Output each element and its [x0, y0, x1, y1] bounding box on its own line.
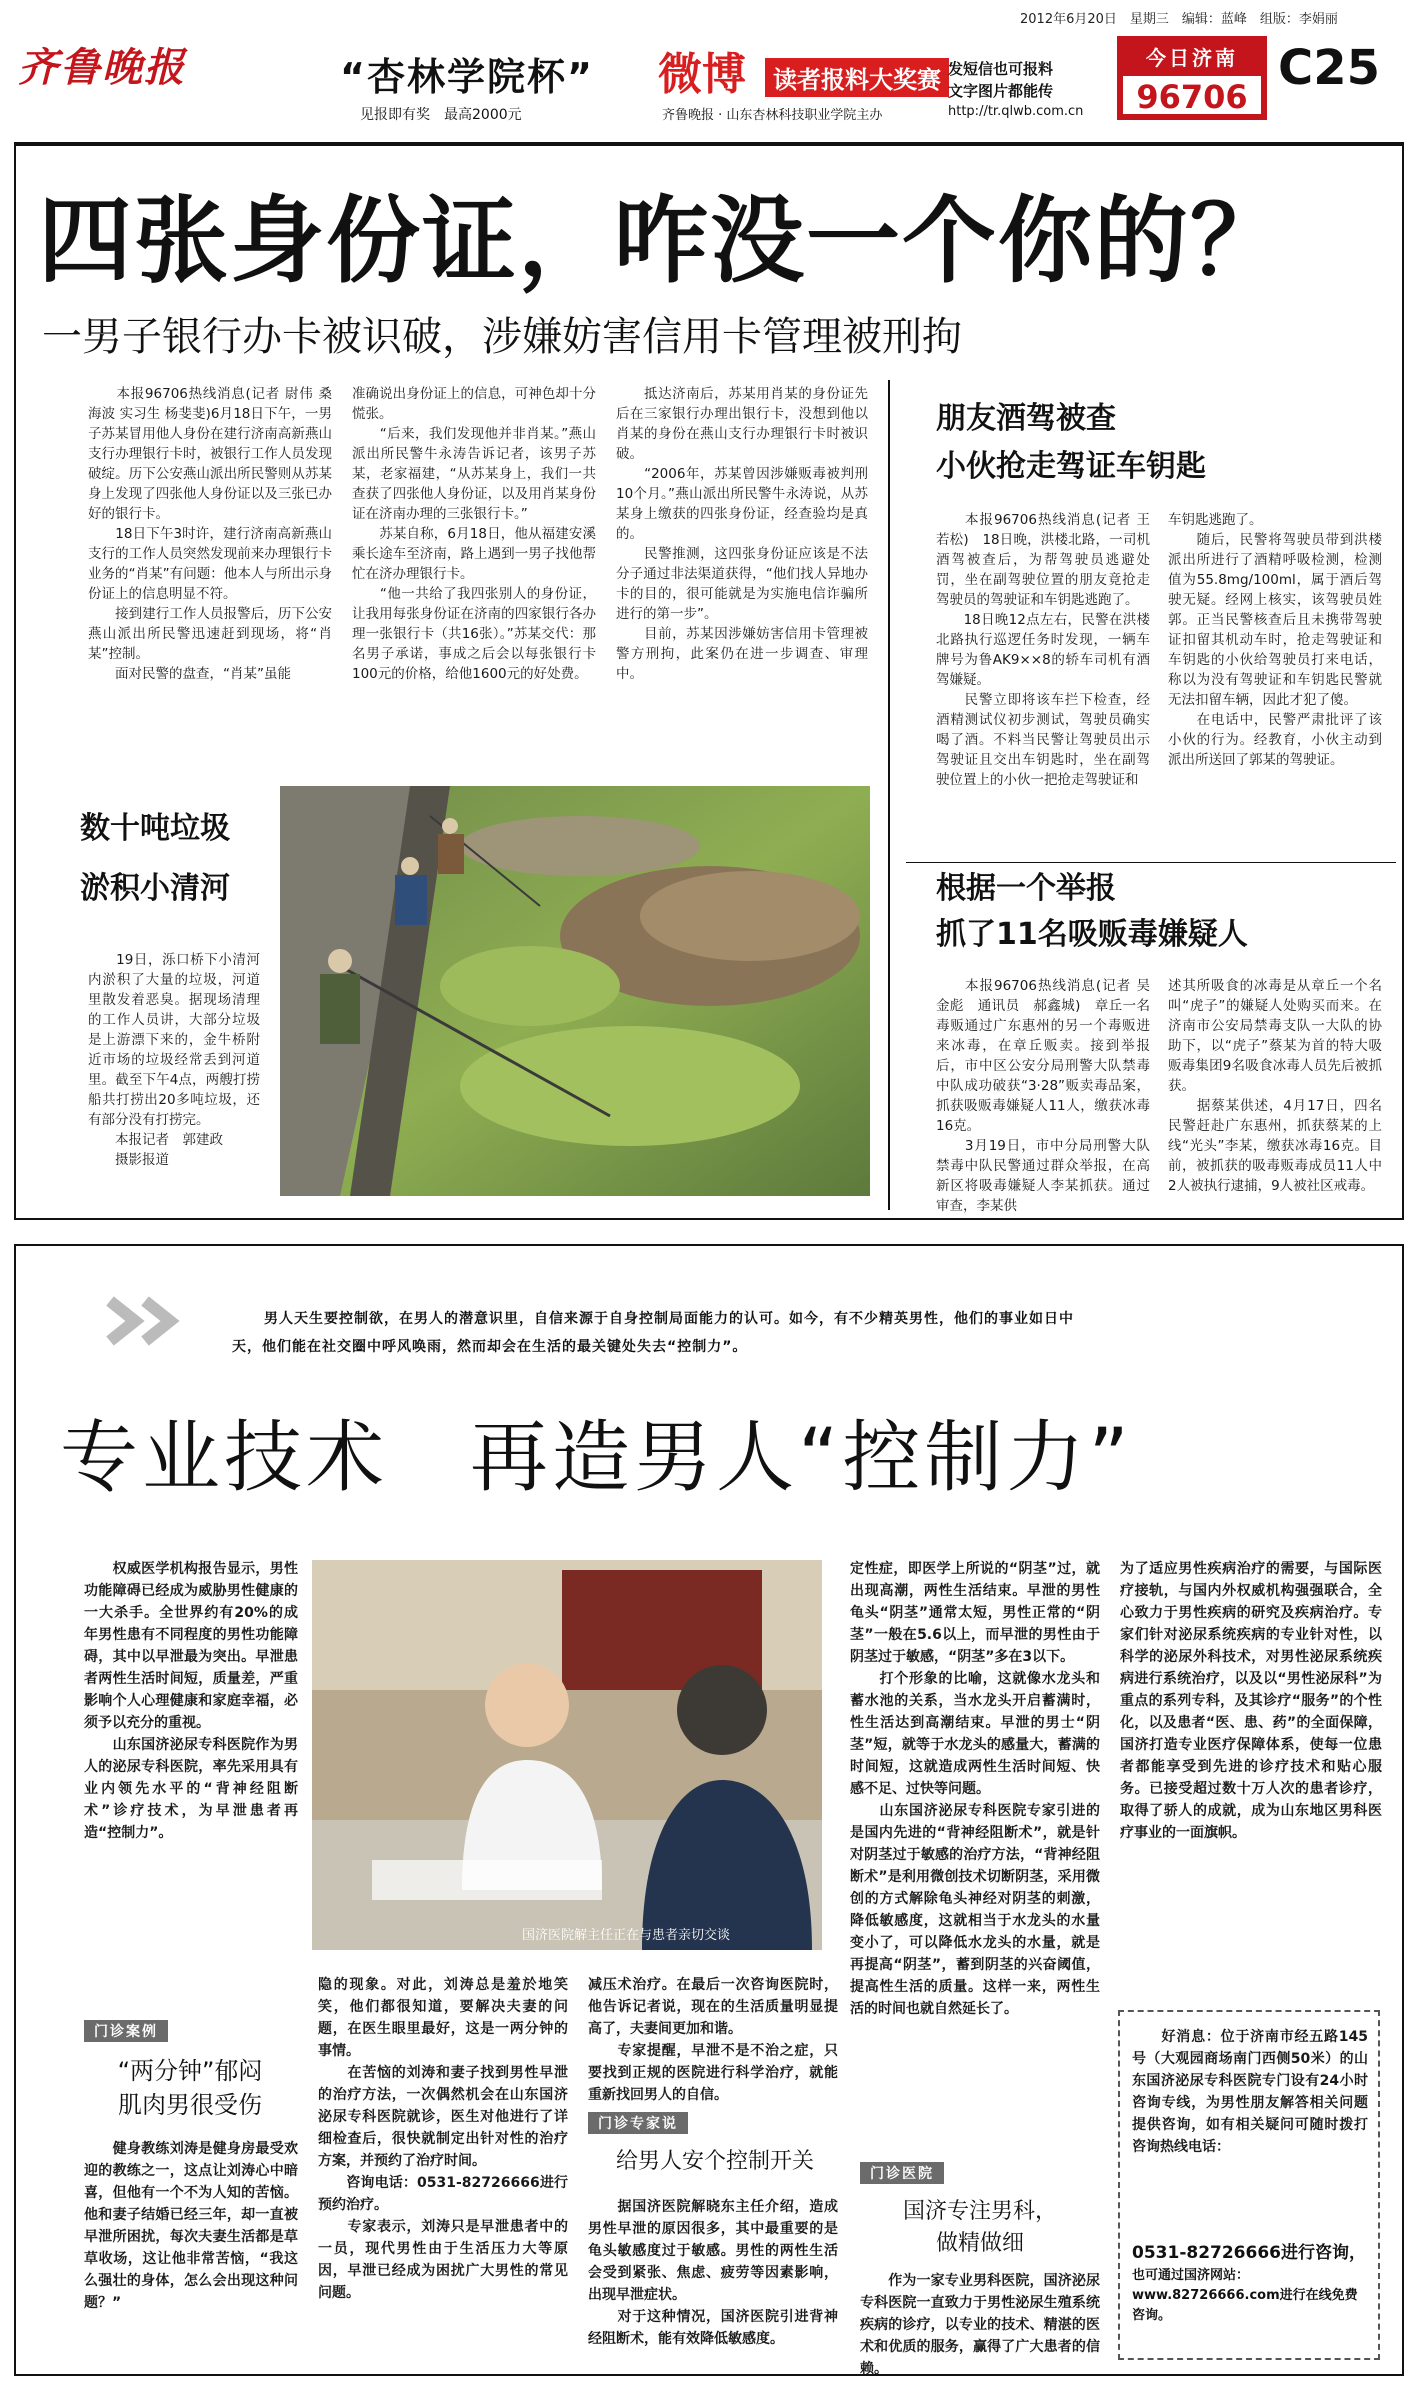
lead-col-2: 准确说出身份证上的信息，可神色却十分慌张。 “后来，我们发现他并非肖某。”燕山派出所民警牛永涛告诉记者，该男子苏某，老家福建，“从苏某身上，我们一共查获了四张他人身份证，以及用肖某身份证在济南办理的三张银行卡。” 苏某自称，6月18日，他从福建安溪乘长途车至济南，路上遇到一男子找他帮忙在济办理银行卡。 “他一共给了我四张别人的身份证，让我用每张身份证在济南的四家银行各办理一张银行卡（共16张）。”苏某交代：那名男子承诺，事成之后会以每张银行卡100元的价格，给他1600元的好处费。 [352, 386, 596, 682]
upper-vertical-divider [888, 380, 890, 1210]
ad-intro-line2: 天，他们能在社交圈中呼风唤雨，然而却会在生活的最关键处失去“控制力”。 [232, 1339, 748, 1355]
promo-weibo: 微博 [658, 49, 746, 100]
drug-col-2: 述其所吸食的冰毒是从章丘一个名叫“虎子”的嫌疑人处购买而来。在济南市公安局禁毒支队一大队的协助下，以“虎子”蔡某为首的特大吸贩毒集团9名吸食冰毒人员先后被抓获。 据蔡某供述，4月17日，四名民警赶赴广东惠州，抓获蔡某的上线“光头”李某，缴获冰毒16克。目前，被抓获的吸毒贩毒成员11人中2人被执行逮捕，9人被社区戒毒。 [1168, 978, 1382, 1194]
lead-col-1: 本报96706热线消息(记者 尉伟 桑海波 实习生 杨斐斐)6月18日下午，一男子苏某冒用他人身份在建行济南高新燕山支行办理银行卡时，被银行工作人员发现破绽。历下公安燕山派出所民警则从苏某身上发现了四张他人身份证以及三张已办好的银行卡。 18日下午3时许，建行济南高新燕山支行的工作人员突然发现前来办理银行卡业务的“肖某”有问题：他本人与所出示身份证上的信息明显不符。 接到建行工作人员报警后，历下公安燕山派出所民警迅速赶到现场，将“肖某”控制。 面对民警的盘查，“肖某”虽能 [88, 386, 332, 682]
drunk-title-line2: 小伙抢走驾证车钥匙 [936, 449, 1206, 484]
hotline-number-box [1123, 76, 1261, 114]
drunk-title-line1: 朋友酒驾被查 [936, 401, 1116, 436]
ad-col-a: 权威医学机构报告显示，男性功能障碍已经成为威胁男性健康的一大杀手。全世界约有20%的成年男性患有不同程度的男性功能障碍，其中以早泄最为突出。早泄患者两性生活时间短，质量差，严重影响个人心理健康和家庭幸福，必须予以充分的重视。 山东国济泌尿专科医院作为男人的泌尿专科医院，率先采用具有业内领先水平的“背神经阻断术”诊疗技术，为早泄患者再造“控制力”。 [84, 1561, 298, 1841]
promo-note: 见报即有奖 最高2000元 [360, 107, 522, 123]
small-body-b: 据国济医院解晓东主任介绍，造成男性早泄的原因很多，其中最重要的是龟头敏感度过于敏感。男性的两性生活会受到紧张、焦虑、疲劳等因素影响，出现早泄症状。 对于这种情况，国济医院引进背神经阻断术，能有效降低敏感度。 [588, 2199, 838, 2347]
photo-caption: 国济医院解主任正在与患者亲切交谈 [522, 1928, 731, 1943]
sms-url[interactable]: http://tr.qlwb.com.cn [948, 104, 1084, 119]
drunk-col-1: 本报96706热线消息(记者 王若松) 18日晚，洪楼北路，一司机酒驾被查后，为帮驾驶员逃避处罚，坐在副驾驶位置的朋友竟抢走驾驶员的驾驶证和车钥匙逃跑了。 18日晚12点左右，民警在洪楼北路执行巡逻任务时发现，一辆车牌号为鲁AK9××8的轿车司机有酒驾嫌疑。 民警立即将该车拦下检查，经酒精测试仪初步测试，驾驶员确实喝了酒。不料当民警让驾驶员出示驾驶证且交出车钥匙时，坐在副驾驶位置上的小伙一把抢走驾驶证和 [936, 512, 1150, 788]
small-title-b: 给男人安个控制开关 [615, 2149, 814, 2174]
doctor-consult-photo [312, 1560, 822, 1950]
newspaper-logo: 齐鲁晚报 [18, 44, 186, 91]
small-body-a: 健身教练刘涛是健身房最受欢迎的教练之一，这点让刘涛心中暗喜，但他有一个不为人知的苦恼。他和妻子结婚已经三年，却一直被早泄所困扰，每次夫妻生活都是草草收场，这让他非常苦恼，“我这么强壮的身体，怎么会出现这种问题？” [84, 2141, 298, 2311]
city-label: 今日济南 [1146, 46, 1238, 70]
sms-line1: 发短信也可报料 [948, 60, 1054, 78]
promo-banner [320, 28, 1110, 128]
lead-headline: 四张身份证，咋没一个你的？ [38, 186, 1287, 296]
drug-title-line1: 根据一个举报 [936, 871, 1116, 906]
river-garbage-photo [280, 786, 870, 1196]
drug-col-1: 本报96706热线消息(记者 吴金彪 通讯员 郝鑫城) 章丘一名毒贩通过广东惠州的另一个毒贩进来冰毒，在章丘贩卖。接到举报后，市中区公安分局刑警大队禁毒中队成功破获“3·28”贩卖毒品案，抓获吸贩毒嫌疑人11人，缴获冰毒16克。 3月19日，市中分局刑警大队禁毒中队民警通过群众举报，在高新区将吸毒嫌疑人李某抓获。通过审查，李某供 [936, 978, 1150, 1214]
promo-contest: 读者报料大奖赛 [765, 58, 949, 97]
river-garbage-illustration [280, 786, 870, 1196]
date-line: 2012年6月20日 星期三 编辑：蓝峰 组版：李娟丽 [1020, 12, 1338, 27]
ad-bottom-col-1: 隐的现象。对此，刘涛总是羞於地笑笑，他们都很知道，要解决夫妻的问题，在医生眼里最好，这是一两分钟的事情。 在苦恼的刘涛和妻子找到男性早泄的治疗方法，一次偶然机会在山东国济泌尿专科医院就诊，医生对他进行了详细检查后，很快就制定出针对性的治疗方案，并预约了治疗时间。 咨询电话：0531-82726666进行预约治疗。 专家表示，刘涛只是早泄患者中的一员，现代男性由于生活压力大等原因，早泄已经成为困扰广大男性的常见问题。 [318, 1977, 568, 2301]
tag-outpatient-case: 门诊案例 [84, 2020, 168, 2042]
tag-expert-says: 门诊专家说 [588, 2112, 688, 2134]
contact-web[interactable]: 也可通过国济网站：www.82726666.com进行在线免费咨询。 [1132, 2268, 1358, 2323]
right-story-divider [906, 862, 1396, 863]
drug-title-line2: 抓了11名吸贩毒嫌疑人 [936, 917, 1248, 952]
hotline-box [1117, 36, 1267, 120]
garbage-title-line2: 淤积小清河 [80, 871, 230, 906]
chevron-decoration-icon [100, 1296, 210, 1346]
small-title-c: 国济专注男科， 做精做细 [902, 2199, 1057, 2256]
lead-col-3: 抵达济南后，苏某用肖某的身份证先后在三家银行办理出银行卡，没想到他以肖某的身份在燕山支行办理银行卡时被识破。 “2006年，苏某曾因涉嫌贩毒被判刑10个月。”燕山派出所民警牛永涛说，从苏某身上缴获的四张身份证，经查验均是真的。 民警推测，这四张身份证应该是不法分子通过非法渠道获得，“他们找人异地办卡的目的，很可能就是为实施电信诈骗所进行的第一步”。 目前，苏某因涉嫌妨害信用卡管理被警方刑拘，此案仍在进一步调查、审理中。 [616, 386, 868, 682]
doctor-consult-illustration [312, 1560, 822, 1950]
contact-box [1118, 2010, 1380, 2360]
drunk-col-2: 车钥匙逃跑了。 随后，民警将驾驶员带到洪楼派出所进行了酒精呼吸检测，检测值为55.8mg/100ml，属于酒后驾驶无疑。经网上核实，该驾驶员姓郭。正当民警核查后且未携带驾驶证扣留其机动车时，抢走驾驶证和车钥匙的小伙给驾驶员打来电话，称以为没有驾驶证和车钥匙民警就无法扣留车辆，因此才犯了傻。 在电话中，民警严肃批评了该小伙的行为。经教育，小伙主动到派出所送回了郭某的驾驶证。 [1168, 512, 1382, 768]
ad-col-e: 为了适应男性疾病治疗的需要，与国际医疗接轨，与国内外权威机构强强联合，全心致力于男性疾病的研究及疾病治疗。专家们针对泌尿系统疾病的专业针对性，以科学的泌尿外科技术，对男性泌尿系统疾病进行系统治疗，以及以“男性泌尿科”为重点的系列专科，及其诊疗“服务”的个性化，以及患者“医、患、药”的全面保障，国济打造专业医疗保障体系，使每一位患者都能享受到先进的诊疗技术和贴心服务。已接受超过数十万人次的患者诊疗，取得了骄人的成就，成为山东地区男科医疗事业的一面旗帜。 [1120, 1561, 1382, 1841]
ad-intro-line1: 男人天生要控制欲，在男人的潜意识里，自信来源于自身控制局面能力的认可。如今，有不少精英男性，他们的事业如日中 [264, 1311, 1074, 1327]
ad-headline: 专业技术 再造男人“控制力” [60, 1413, 1133, 1503]
garbage-title-line1: 数十吨垃圾 [80, 811, 230, 846]
promo-sponsor: 齐鲁晚报 · 山东杏林科技职业学院主办 [662, 108, 883, 123]
promo-quote: “杏林学院杯” [340, 55, 594, 99]
small-body-c: 作为一家专业男科医院，国济泌尿专科医院一直致力于男性泌尿生殖系统疾病的诊疗，以专业的技术、精湛的医术和优质的服务，赢得了广大患者的信赖。 [860, 2273, 1100, 2377]
ad-bottom-col-2: 减压术治疗。在最后一次咨询医院时，他告诉记者说，现在的生活质量明显提高了，夫妻间更加和谐。 专家提醒，早泄不是不治之症，只要找到正规的医院进行科学治疗，就能重新找回男人的自信。 [588, 1977, 838, 2103]
lead-subheadline: 一男子银行办卡被识破，涉嫌妨害信用卡管理被刑拘 [42, 314, 962, 360]
hotline-number: 96706 [1136, 78, 1248, 116]
ad-col-d: 定性症，即医学上所说的“阴茎”过，就出现高潮，两性生活结束。早泄的男性龟头“阴茎”通常太短，男性正常的“阴茎”一般在5.6以上，而早泄的男性由于阴茎过于敏感，“阴茎”多在3以下。 打个形象的比喻，这就像水龙头和蓄水池的关系，当水龙头开启蓄满时，性生活达到高潮结束。早泄的男士“阴茎”短，就等于水龙头的感量大，蓄满的时间短，这就造成两性生活时间短、快感不足、过快等问题。 山东国济泌尿专科医院专家引进的是国内先进的“背神经阻断术”，就是针对阴茎过于敏感的治疗方法，“背神经阻断术”是利用微创技术切断阴茎，采用微创的方式解除龟头神经对阴茎的刺激，降低敏感度，这就相当于水龙头的水量变小了，可以降低水龙头的水量，就是再提高“阴茎”，蓄到阴茎的兴奋阈值，提高性生活的质量。这样一来，两性生活的时间也就自然延长了。 [850, 1561, 1100, 2017]
sms-line2: 文字图片都能传 [948, 82, 1054, 100]
garbage-body: 19日，泺口桥下小清河内淤积了大量的垃圾，河道里散发着恶臭。据现场清理的工作人员讲，大部分垃圾是上游漂下来的，金牛桥附近市场的垃圾经常丢到河道里。截至下午4点，两艘打捞船共打捞出20多吨垃圾，还有部分没有打捞完。 本报记者 郭建政 摄影报道 [88, 952, 260, 1168]
contact-phone[interactable]: 0531-82726666进行咨询， [1132, 2243, 1366, 2263]
small-title-a: “两分钟”郁闷 肌肉男很受伤 [117, 2057, 263, 2119]
page-number: C25 [1278, 40, 1381, 96]
tag-hospital: 门诊医院 [860, 2162, 944, 2184]
contact-text: 好消息：位于济南市经五路145号（大观园商场南门西侧50米）的山东国济泌尿专科医院专门设有24小时咨询专线，为男性朋友解答相关问题提供咨询，如有相关疑问可随时拨打咨询热线电话： [1132, 2029, 1368, 2155]
